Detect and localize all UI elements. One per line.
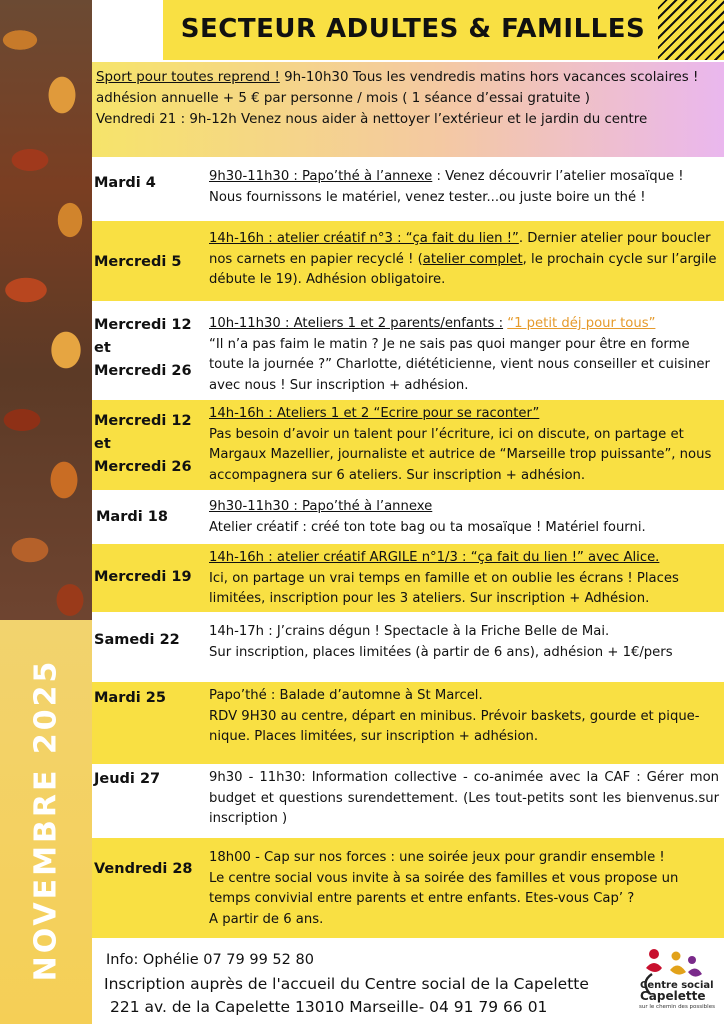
- logo-text: [640, 980, 720, 1003]
- sport-text: 9h-10h30 Tous les vendredis matins hors vacances scolaires ! adhésion annuelle + 5 € par personne / mois ( 1 séance d’essai gratuite ): [96, 70, 699, 106]
- event-text: 14h-17h : J’crains dégun ! Spectacle à la Friche Belle de Mai.: [209, 624, 610, 639]
- event-heading: 14h-16h : atelier créatif n°3 : “ça fait du lien !”: [209, 231, 519, 246]
- event-row-mardi4: [92, 160, 724, 218]
- inscription-info: Inscription auprès de l'accueil du Centre social de la Capelette: [104, 975, 589, 993]
- event-row-vendredi28: [92, 838, 724, 938]
- hatch-decoration: [658, 0, 724, 60]
- vendredi21-text: 9h-12h Venez nous aider à nettoyer l’extérieur et le jardin du centre: [185, 112, 648, 127]
- event-day: Mardi 4: [94, 175, 156, 191]
- event-description: [209, 548, 719, 610]
- event-day-line: et: [94, 436, 111, 452]
- event-description: [209, 229, 719, 291]
- event-description: [209, 314, 719, 396]
- month-label: NOVEMBRE 2025: [28, 658, 64, 982]
- event-day: [94, 314, 192, 383]
- event-day-line: et: [94, 340, 111, 356]
- event-heading: 14h-16h : Ateliers 1 et 2 “Ecrire pour se raconter”: [209, 406, 540, 421]
- event-text: : Venez découvrir l’atelier mosaïque !: [432, 169, 684, 184]
- event-row-jeudi27: [92, 766, 724, 832]
- event-day: Samedi 22: [94, 632, 180, 648]
- event-description: [209, 622, 719, 663]
- event-row-mercredi12-petitdej: [92, 304, 724, 398]
- event-text: Le centre social vous invite à sa soirée des familles et vous propose un temps convivial entre parents et entre enfants. Etes-vous Cap’ ?: [209, 870, 679, 906]
- event-text: RDV 9H30 au centre, départ en minibus. Prévoir baskets, gourde et pique-nique. Places limitées, sur inscription + adhésion.: [209, 708, 700, 744]
- footer: [92, 940, 724, 1024]
- page-title: SECTEUR ADULTES & FAMILLES: [180, 14, 646, 44]
- event-highlight: “1 petit déj pour tous”: [507, 316, 656, 331]
- event-day: Mardi 18: [96, 509, 168, 525]
- event-row-mercredi12-ecriture: [92, 400, 724, 490]
- event-text: Sur inscription, places limitées (à partir de 6 ans), adhésion + 1€/pers: [209, 644, 673, 660]
- event-day: Jeudi 27: [94, 771, 161, 787]
- event-day-line: Mercredi 26: [94, 363, 192, 379]
- event-text: “Il n’a pas faim le matin ? Je ne sais pas quoi manger pour être en forme toute la journée ?” Charlotte, diététicienne, vient nous conseiller et cuisiner avec nous ! Sur inscription + adhésion.: [209, 336, 710, 393]
- logo-line: Centre social: [640, 980, 714, 991]
- event-day: [94, 410, 192, 479]
- intro-block: [92, 62, 724, 157]
- sport-title: Sport pour toutes reprend !: [96, 70, 280, 85]
- autumn-leaves-decoration: [0, 0, 92, 620]
- event-text: Atelier créatif : créé ton tote bag ou ta mosaïque ! Matériel fourni.: [209, 519, 646, 535]
- event-heading: 9h30-11h30 : Papo’thé à l’annexe: [209, 169, 433, 184]
- event-text: Ici, on partage un vrai temps en famille et on oublie les écrans ! Places limitées, inscription pour les 3 ateliers. Sur inscription + Adhésion.: [209, 570, 679, 606]
- event-description: [209, 167, 719, 208]
- event-day: Mardi 25: [94, 690, 166, 706]
- event-heading: 14h-16h : atelier créatif ARGILE n°1/3 : “ça fait du lien !” avec Alice.: [209, 550, 660, 565]
- event-text: Pas besoin d’avoir un talent pour l’écriture, ici on discute, on partage et Margaux Mazellier, journaliste et autrice de “Marseille trop puissante”, nous accompagnera sur 6 ateliers. Sur inscription + adhésion.: [209, 426, 712, 483]
- event-day: Vendredi 28: [94, 861, 193, 877]
- event-text: 18h00 - Cap sur nos forces : une soirée jeux pour grandir ensemble !: [209, 850, 665, 865]
- logo-line: Capelette: [640, 989, 706, 1003]
- event-row-mercredi5: [92, 221, 724, 301]
- event-row-samedi22: [92, 616, 724, 678]
- event-description: [209, 848, 719, 930]
- event-description: [209, 497, 719, 538]
- event-text: Papo’thé : Balade d’automne à St Marcel.: [209, 688, 483, 703]
- event-text: , le prochain cycle sur l’argile débute le 19). Adhésion obligatoire.: [209, 251, 717, 287]
- event-heading: 10h-11h30 : Ateliers 1 et 2 parents/enfants :: [209, 316, 504, 331]
- event-row-mercredi19: [92, 544, 724, 612]
- event-description: [209, 768, 719, 830]
- event-text: A partir de 6 ans.: [209, 911, 324, 927]
- event-text: 9h30 - 11h30: Information collective - co-animée avec la CAF : Gérer mon budget et questions surendettement. (Les tout-petits sont les bienvenus.sur inscription ): [209, 770, 719, 826]
- event-day-line: Mercredi 12: [94, 317, 192, 333]
- header-banner: [163, 0, 724, 60]
- event-day-line: Mercredi 26: [94, 459, 192, 475]
- event-text: . Dernier atelier pour boucler nos carnets en papier recyclé ! (: [209, 231, 711, 267]
- event-heading: 9h30-11h30 : Papo’thé à l’annexe: [209, 499, 433, 514]
- event-day: Mercredi 19: [94, 569, 192, 585]
- address: 221 av. de la Capelette 13010 Marseille- 04 91 79 66 01: [110, 998, 548, 1016]
- event-day: Mercredi 5: [94, 254, 182, 270]
- event-day-line: Mercredi 12: [94, 413, 192, 429]
- event-description: [209, 404, 719, 486]
- event-description: [209, 686, 719, 748]
- event-row-mardi25: [92, 682, 724, 764]
- logo-tagline: sur le chemin des possibles: [639, 1004, 715, 1010]
- event-text: Nous fournissons le matériel, venez tester...ou juste boire un thé !: [209, 189, 646, 205]
- contact-info: Info: Ophélie 07 79 99 52 80: [106, 952, 314, 968]
- event-row-mardi18: [92, 492, 724, 540]
- vendredi21-label: Vendredi 21 :: [96, 112, 186, 127]
- event-complet: atelier complet: [422, 251, 523, 267]
